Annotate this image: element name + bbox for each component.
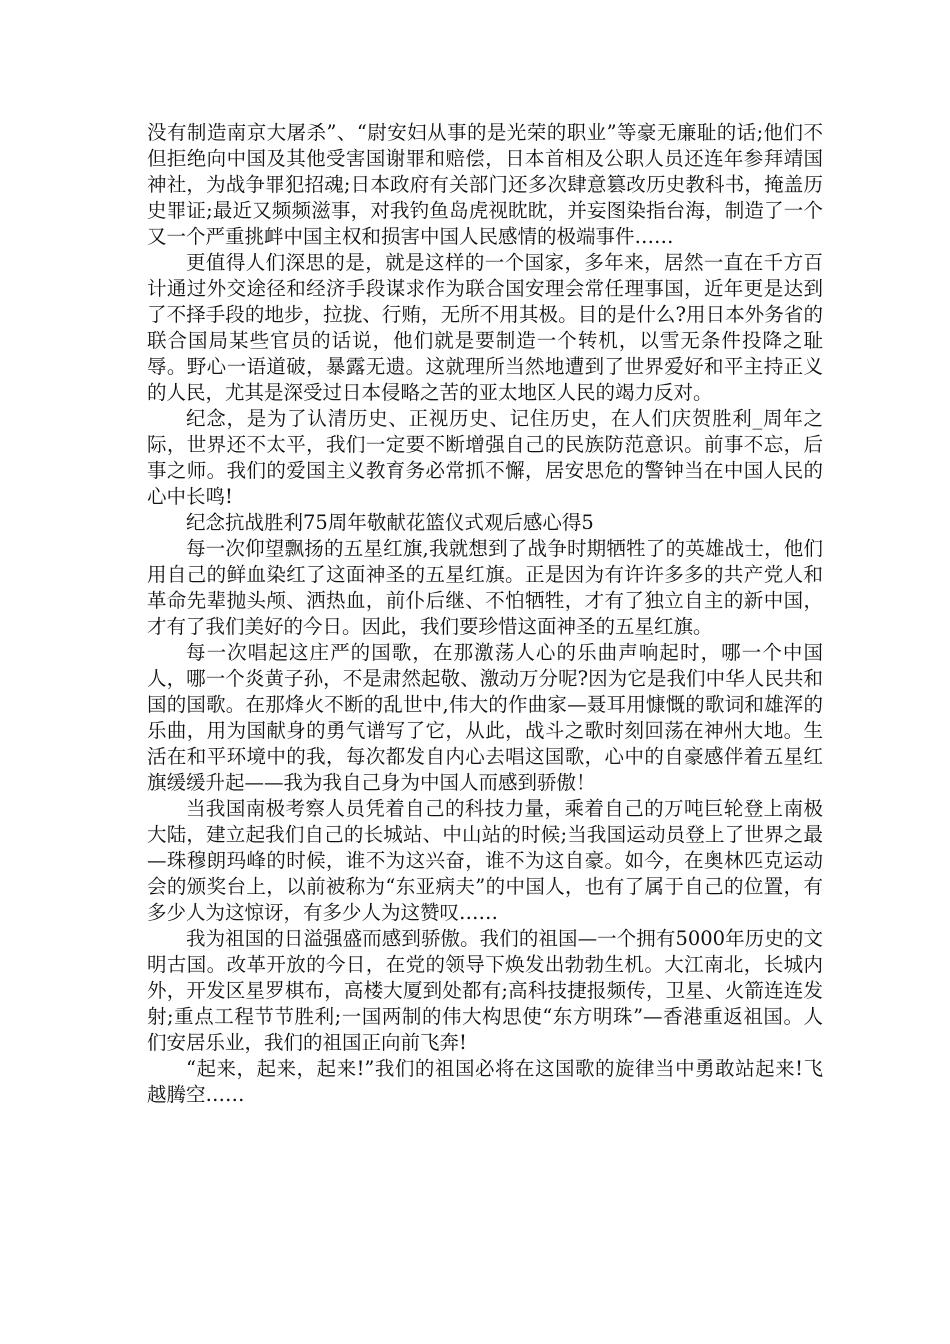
paragraph: 纪念，是为了认清历史、正视历史、记住历史，在人们庆贺胜利_周年之际，世界还不太平，我们一定要不断增强自己的民族防范意识。前事不忘，后事之师。我们的爱国主义教育务必常抓不懈，居安思危的警钟当在中国人民的心中长鸣! xyxy=(147,407,823,508)
paragraph: “起来，起来，起来!”我们的祖国必将在这国歌的旋律当中勇敢站起来!飞越腾空…… xyxy=(147,1057,823,1106)
paragraph: 每一次仰望飘扬的五星红旗,我就想到了战争时期牺牲了的英雄战士，他们用自己的鲜血染红了这面神圣的五星红旗。正是因为有许许多多的共产党人和革命先辈抛头颅、洒热血，前仆后继、不怕牺牲，才有了独立自主的新中国，才有了我们美好的今日。因此，我们要珍惜这面神圣的五星红旗。 xyxy=(147,537,823,638)
paragraph: 当我国南极考察人员凭着自己的科技力量，乘着自己的万吨巨轮登上南极大陆，建立起我们自己的长城站、中山站的时候;当我国运动员登上了世界之最—珠穆朗玛峰的时候，谁不为这兴奋，谁不为这自豪。如今，在奥林匹克运动会的颁奖台上，以前被称为“东亚病夫”的中国人，也有了属于自己的位置，有多少人为这惊讶，有多少人为这赞叹…… xyxy=(147,797,823,924)
paragraph: 我为祖国的日溢强盛而感到骄傲。我们的祖国—一个拥有5000年历史的文明古国。改革开放的今日，在党的领导下焕发出勃勃生机。大江南北，长城内外，开发区星罗棋布，高楼大厦到处都有;高科技捷报频传，卫星、火箭连连发射;重点工程节节胜利;一国两制的伟大构思使“东方明珠”—香港重返祖国。人们安居乐业，我们的祖国正向前飞奔! xyxy=(147,927,823,1054)
section-heading: 纪念抗战胜利75周年敬献花篮仪式观后感心得5 xyxy=(186,511,594,534)
paragraph: 每一次唱起这庄严的国歌，在那激荡人心的乐曲声响起时，哪一个中国人，哪一个炎黄子孙，不是肃然起敬、激动万分呢?因为它是我们中华人民共和国的国歌。在那烽火不断的乱世中,伟大的作曲家—聂耳用慷慨的歌词和雄浑的乐曲，用为国献身的勇气谱写了它，从此，战斗之歌时刻回荡在神州大地。生活在和平环境中的我，每次都发自内心去唱这国歌，心中的自豪感伴着五星红旗缓缓升起——我为我自己身为中国人而感到骄傲！ xyxy=(147,641,823,794)
paragraph-continuation: 没有制造南京大屠杀”、“尉安妇从事的是光荣的职业”等豪无廉耻的话;他们不但拒绝向中国及其他受害国谢罪和赔偿，日本首相及公职人员还连年参拜靖国神社，为战争罪犯招魂;日本政府有关部门还多次肆意篡改历史教科书，掩盖历史罪证;最近又频频滋事，对我钓鱼岛虎视眈眈，并妄图染指台海，制造了一个又一个严重挑衅中国主权和损害中国人民感情的极端事件…… xyxy=(147,121,823,248)
paragraph: 更值得人们深思的是，就是这样的一个国家，多年来，居然一直在千方百计通过外交途径和经济手段谋求作为联合国安理会常任理事国，近年更是达到了不择手段的地步，拉拢、行贿，无所不用其极。目的是什么?用日本外务省的联合国局某些官员的话说，他们就是要制造一个转机，以雪无条件投降之耻辱。野心一语道破，暴露无遗。这就理所当然地遭到了世界爱好和平主持正义的人民，尤其是深受过日本侵略之苦的亚太地区人民的竭力反对。 xyxy=(147,251,823,404)
document-body xyxy=(147,120,823,1108)
